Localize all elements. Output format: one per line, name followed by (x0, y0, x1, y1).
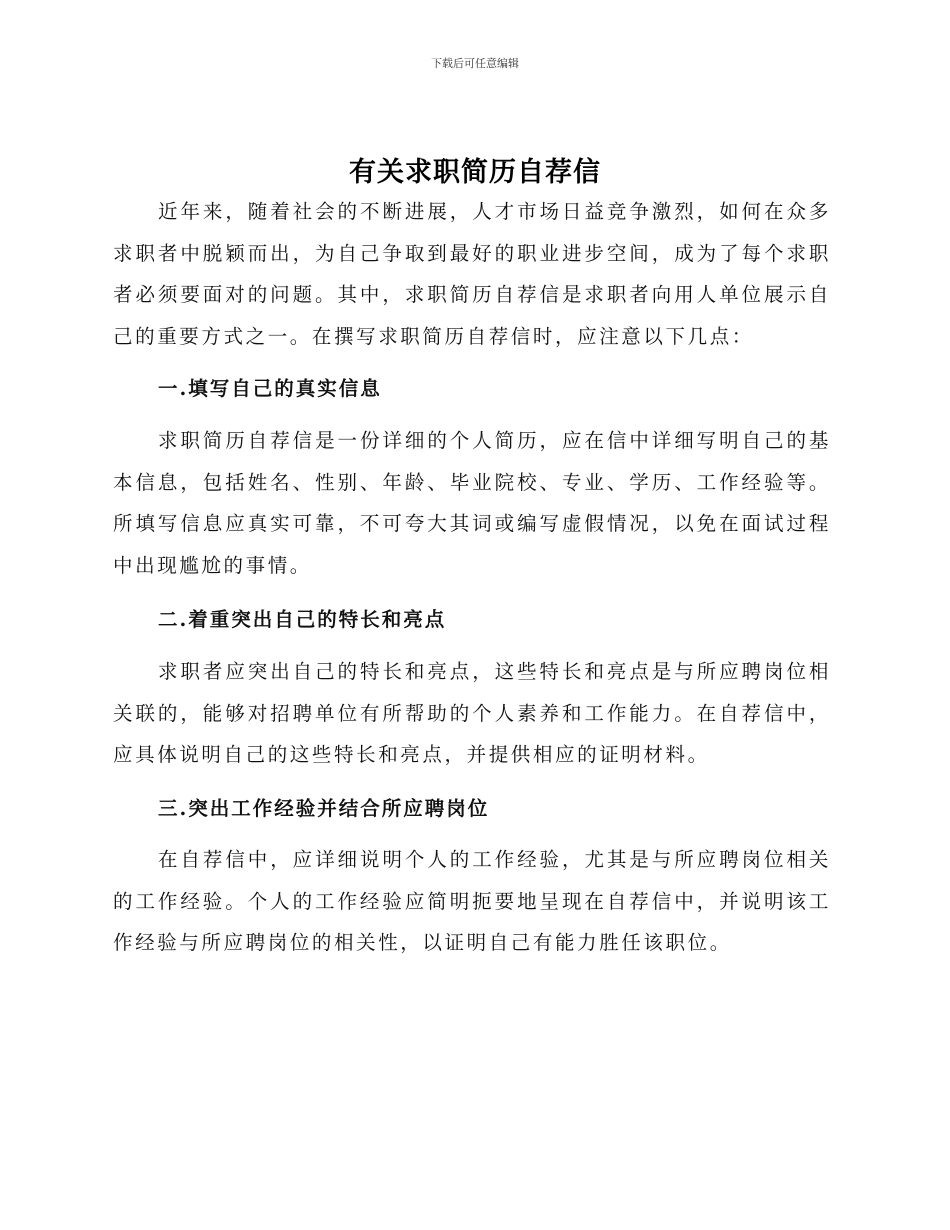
section-paragraph-2: 求职者应突出自己的特长和亮点，这些特长和亮点是与所应聘岗位相关联的，能够对招聘单位有所帮助的个人素养和工作能力。在自荐信中，应具体说明自己的这些特长和亮点，并提供相应的证明材料。 (113, 660, 831, 766)
section-paragraph-1: 求职简历自荐信是一份详细的个人简历，应在信中详细写明自己的基本信息，包括姓名、性别、年龄、毕业院校、专业、学历、工作经验等。所填写信息应真实可靠，不可夸大其词或编写虚假情况，以免在面试过程中出现尴尬的事情。 (113, 429, 831, 577)
section-paragraph-3: 在自荐信中，应详细说明个人的工作经验，尤其是与所应聘岗位相关的工作经验。个人的工作经验应简明扼要地呈现在自荐信中，并说明该工作经验与所应聘岗位的相关性，以证明自己有能力胜任该职位。 (113, 848, 831, 954)
section-heading-2: 二.着重突出自己的特长和亮点 (158, 608, 447, 631)
section-heading-3: 三.突出工作经验并结合所应聘岗位 (158, 797, 490, 820)
document-title: 有关求职简历自荐信 (349, 157, 601, 188)
section-heading-1: 一.填写自己的真实信息 (158, 377, 382, 400)
intro-paragraph: 近年来，随着社会的不断进展，人才市场日益竞争激烈，如何在众多求职者中脱颖而出，为自己争取到最好的职业进步空间，成为了每个求职者必须要面对的问题。其中，求职简历自荐信是求职者向用人单位展示自己的重要方式之一。在撰写求职简历自荐信时，应注意以下几点： (113, 200, 831, 348)
header-note: 下载后可任意编辑 (431, 57, 519, 70)
